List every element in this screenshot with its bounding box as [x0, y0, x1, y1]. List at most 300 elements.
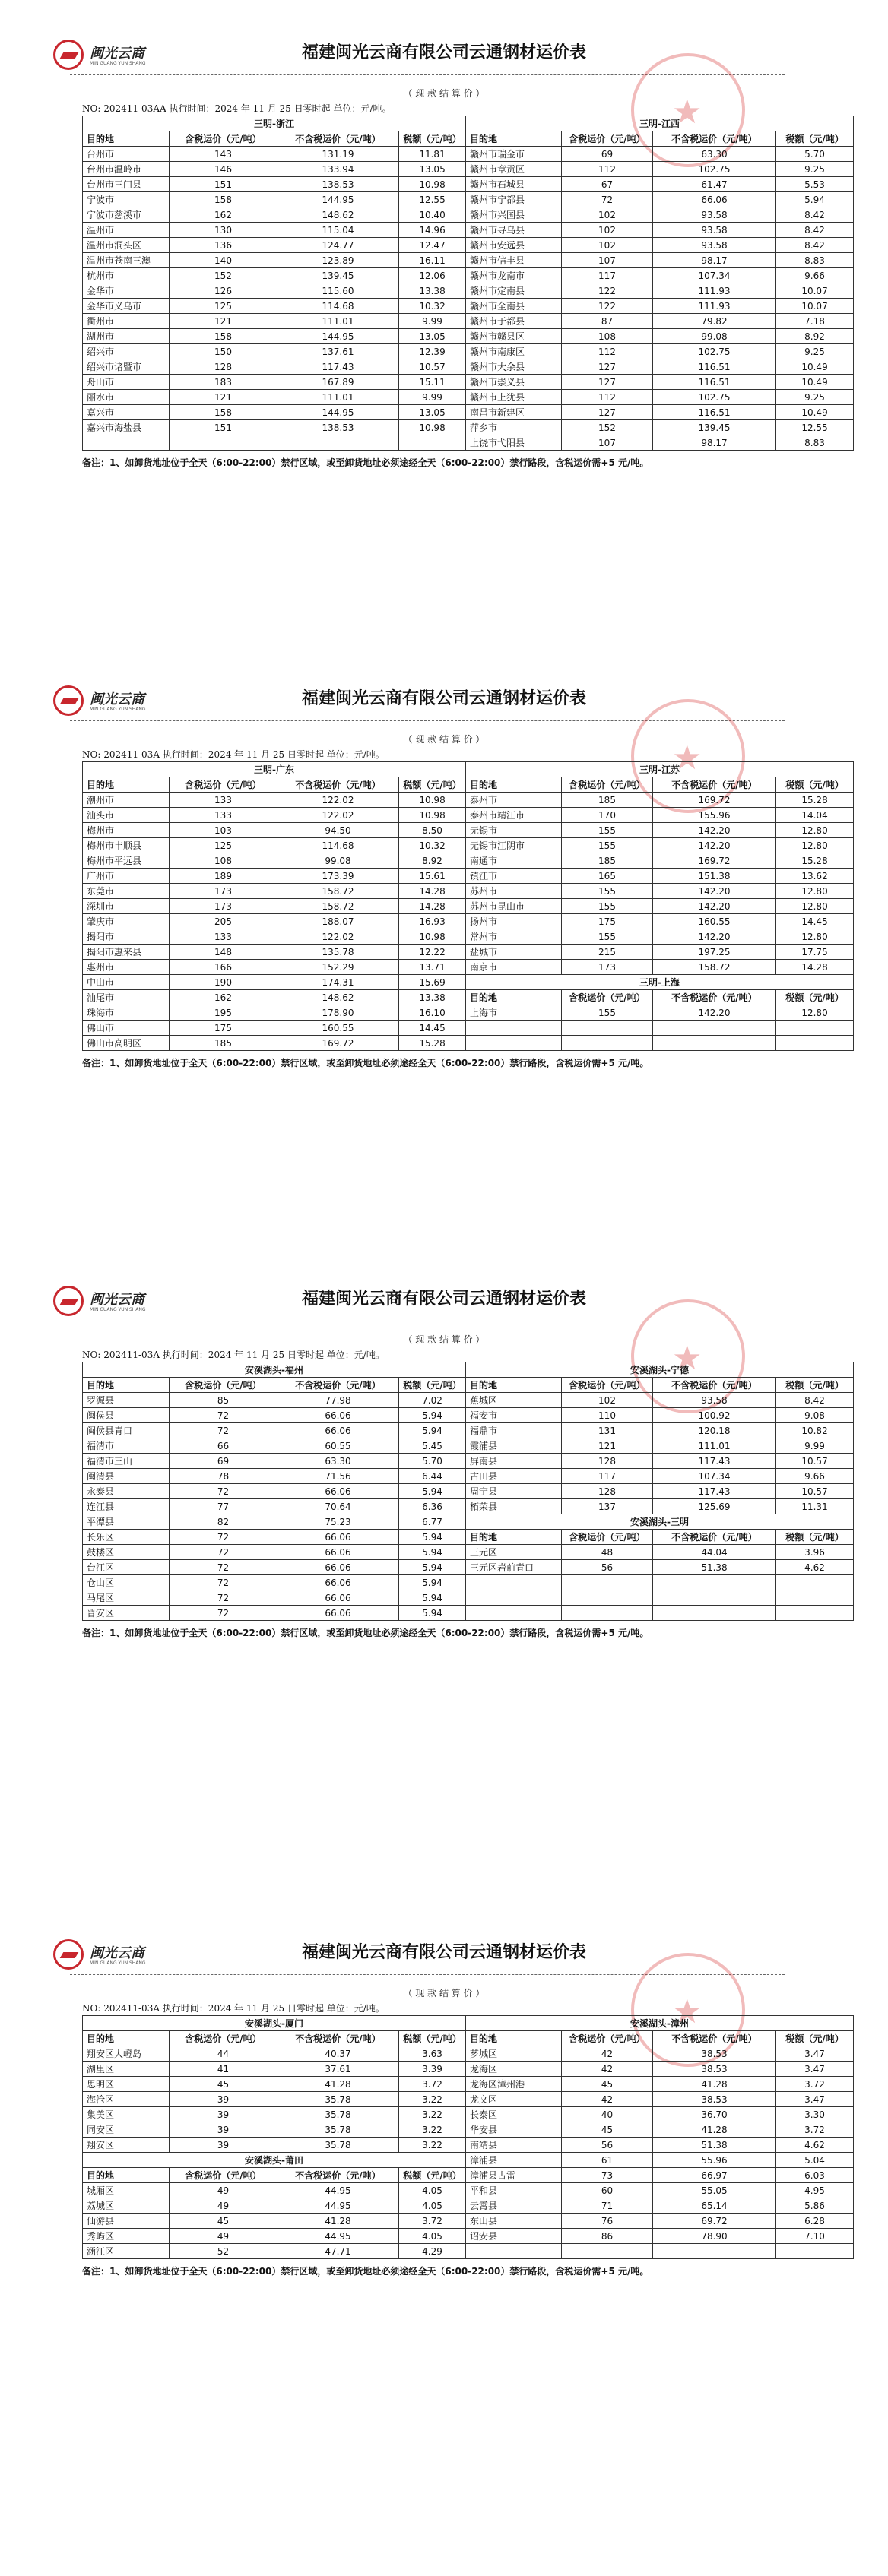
price-cell: 41	[170, 2062, 278, 2077]
destination-cell: 连江县	[83, 1499, 170, 1514]
price-cell: 185	[562, 853, 653, 869]
destination-cell: 漳浦县	[466, 2153, 562, 2168]
price-cell: 71	[562, 2198, 653, 2214]
price-cell: 152	[562, 420, 653, 435]
price-cell: 6.03	[776, 2168, 854, 2183]
destination-cell: 集美区	[83, 2107, 170, 2122]
destination-cell: 华安县	[466, 2122, 562, 2138]
destination-cell: 台江区	[83, 1560, 170, 1575]
region-title: 安溪湖头-漳州	[466, 2016, 854, 2031]
destination-cell: 漳浦县古雷	[466, 2168, 562, 2183]
price-cell: 114.68	[278, 838, 399, 853]
price-cell: 9.99	[776, 1438, 854, 1454]
table-row	[466, 2198, 854, 2214]
table-row	[83, 2198, 466, 2214]
price-cell: 133	[170, 808, 278, 823]
price-cell: 189	[170, 869, 278, 884]
price-sheet-page	[0, 1923, 888, 2477]
price-cell: 56	[562, 1560, 653, 1575]
price-cell: 112	[562, 162, 653, 177]
price-cell: 47.71	[278, 2244, 399, 2259]
empty-cell	[653, 1021, 776, 1036]
destination-cell: 赣州市崇义县	[466, 375, 562, 390]
price-cell: 8.50	[399, 823, 466, 838]
price-cell: 5.94	[776, 192, 854, 207]
settlement-subtitle: （ 现 款 结 算 价 ）	[403, 1334, 485, 1345]
price-cell: 10.57	[399, 359, 466, 375]
left-price-table	[82, 116, 466, 451]
price-cell: 56	[562, 2138, 653, 2153]
price-cell: 127	[562, 359, 653, 375]
price-cell: 152.29	[278, 960, 399, 975]
price-cell: 122	[562, 299, 653, 314]
price-cell: 137.61	[278, 344, 399, 359]
table-row	[466, 884, 854, 899]
price-cell: 169.72	[278, 1036, 399, 1051]
table-row	[466, 960, 854, 975]
price-cell: 111.01	[653, 1438, 776, 1454]
table-row	[83, 914, 466, 929]
price-cell: 6.28	[776, 2214, 854, 2229]
right-price-table	[465, 1362, 854, 1621]
price-cell: 127	[562, 375, 653, 390]
price-cell: 45	[170, 2214, 278, 2229]
destination-cell: 台州市三门县	[83, 177, 170, 192]
destination-cell: 翔安区	[83, 2138, 170, 2153]
document-title: 福建闽光云商有限公司云通钢材运价表	[301, 689, 586, 708]
destination-cell: 赣州市章贡区	[466, 162, 562, 177]
price-cell: 125.69	[653, 1499, 776, 1514]
destination-cell: 福清市	[83, 1438, 170, 1454]
price-cell: 10.40	[399, 207, 466, 223]
price-cell: 9.66	[776, 1469, 854, 1484]
table-row	[83, 268, 466, 283]
price-cell: 15.61	[399, 869, 466, 884]
price-cell: 122.02	[278, 929, 399, 945]
table-row	[83, 375, 466, 390]
empty-row	[466, 1575, 854, 1590]
price-cell: 173	[170, 884, 278, 899]
price-cell: 122.02	[278, 793, 399, 808]
table-row	[83, 1484, 466, 1499]
price-cell: 138.53	[278, 177, 399, 192]
price-cell: 151	[170, 420, 278, 435]
table-row	[466, 2153, 854, 2168]
price-cell: 3.30	[776, 2107, 854, 2122]
price-cell: 42	[562, 2046, 653, 2062]
price-cell: 13.05	[399, 162, 466, 177]
left-price-table	[82, 1362, 466, 1621]
price-cell: 14.45	[399, 1021, 466, 1036]
price-cell: 102	[562, 223, 653, 238]
price-cell: 3.96	[776, 1545, 854, 1560]
price-cell: 6.36	[399, 1499, 466, 1514]
price-cell: 155	[562, 838, 653, 853]
table-row	[83, 162, 466, 177]
column-header: 目的地	[466, 1530, 562, 1545]
region-title: 三明-江苏	[466, 762, 854, 777]
price-cell: 78.90	[653, 2229, 776, 2244]
table-row	[83, 1499, 466, 1514]
column-header: 不含税运价（元/吨）	[278, 2031, 399, 2046]
price-cell: 142.20	[653, 884, 776, 899]
table-row	[83, 1438, 466, 1454]
left-price-table	[82, 761, 466, 1051]
table-row	[83, 2138, 466, 2153]
table-row	[466, 2122, 854, 2138]
logo-text: 闽光云商	[90, 1292, 144, 1308]
price-cell: 133.94	[278, 162, 399, 177]
table-row	[83, 299, 466, 314]
price-cell: 99.08	[278, 853, 399, 869]
price-cell: 121	[170, 390, 278, 405]
price-cell: 173	[170, 899, 278, 914]
price-cell: 9.99	[399, 314, 466, 329]
destination-cell: 赣州市安远县	[466, 238, 562, 253]
table-row	[466, 177, 854, 192]
destination-cell: 闽侯县青口	[83, 1423, 170, 1438]
destination-cell: 长泰区	[466, 2107, 562, 2122]
price-cell: 8.83	[776, 435, 854, 451]
price-cell: 72	[170, 1560, 278, 1575]
table-row	[83, 1514, 466, 1530]
price-cell: 102.75	[653, 390, 776, 405]
price-cell: 170	[562, 808, 653, 823]
destination-cell: 古田县	[466, 1469, 562, 1484]
price-cell: 10.49	[776, 405, 854, 420]
table-row	[83, 314, 466, 329]
price-cell: 7.18	[776, 314, 854, 329]
column-header: 税额（元/吨）	[776, 131, 854, 147]
price-cell: 72	[170, 1408, 278, 1423]
price-cell: 127	[562, 405, 653, 420]
price-cell: 66.06	[278, 1606, 399, 1621]
empty-cell	[776, 2244, 854, 2259]
logo-subtext: MIN GUANG YUN SHANG	[90, 1307, 146, 1312]
empty-cell	[562, 2244, 653, 2259]
price-cell: 10.57	[776, 1484, 854, 1499]
region-header-row	[83, 2153, 466, 2168]
region-header-row	[466, 116, 854, 131]
table-row	[466, 2092, 854, 2107]
column-header: 不含税运价（元/吨）	[653, 1530, 776, 1545]
price-cell: 12.55	[776, 420, 854, 435]
price-cell: 65.14	[653, 2198, 776, 2214]
price-cell: 10.32	[399, 299, 466, 314]
destination-cell: 晋安区	[83, 1606, 170, 1621]
region-header-row	[83, 762, 466, 777]
empty-row	[466, 2244, 854, 2259]
table-row	[466, 207, 854, 223]
destination-cell: 绍兴市诸暨市	[83, 359, 170, 375]
empty-row	[466, 1021, 854, 1036]
table-row	[466, 314, 854, 329]
settlement-subtitle: （ 现 款 结 算 价 ）	[403, 1988, 485, 1998]
destination-cell: 金华市	[83, 283, 170, 299]
destination-cell: 金华市义乌市	[83, 299, 170, 314]
table-row	[466, 1545, 854, 1560]
price-cell: 102.75	[653, 344, 776, 359]
table-row	[83, 253, 466, 268]
price-cell: 13.38	[399, 283, 466, 299]
price-cell: 10.98	[399, 793, 466, 808]
destination-cell: 赣州市寻乌县	[466, 223, 562, 238]
region-title: 三明-浙江	[83, 116, 466, 131]
price-cell: 87	[562, 314, 653, 329]
document-number: NO: 202411-03A 执行时间：2024 年 11 月 25 日零时起 单位：元/吨。	[82, 749, 385, 760]
destination-cell: 闽侯县	[83, 1408, 170, 1423]
right-price-table	[465, 116, 854, 451]
price-cell: 165	[562, 869, 653, 884]
destination-cell: 镇江市	[466, 869, 562, 884]
price-cell: 174.31	[278, 975, 399, 990]
table-row	[83, 147, 466, 162]
table-row	[466, 1469, 854, 1484]
empty-cell	[653, 2244, 776, 2259]
table-row	[466, 1438, 854, 1454]
price-cell: 5.04	[776, 2153, 854, 2168]
table-row	[466, 390, 854, 405]
price-cell: 7.10	[776, 2229, 854, 2244]
price-cell: 102	[562, 207, 653, 223]
price-cell: 148.62	[278, 207, 399, 223]
destination-cell: 温州市苍南三澳	[83, 253, 170, 268]
destination-cell: 赣州市于都县	[466, 314, 562, 329]
table-row	[466, 405, 854, 420]
price-cell: 12.39	[399, 344, 466, 359]
destination-cell: 汕尾市	[83, 990, 170, 1005]
table-row	[83, 1408, 466, 1423]
destination-cell: 无锡市	[466, 823, 562, 838]
price-cell: 117	[562, 268, 653, 283]
table-row	[83, 1021, 466, 1036]
destination-cell: 南京市	[466, 960, 562, 975]
column-header: 含税运价（元/吨）	[170, 1378, 278, 1393]
destination-cell: 长乐区	[83, 1530, 170, 1545]
document-title: 福建闽光云商有限公司云通钢材运价表	[301, 1943, 586, 1962]
price-cell: 3.72	[776, 2122, 854, 2138]
logo-subtext: MIN GUANG YUN SHANG	[90, 707, 146, 712]
price-cell: 9.99	[399, 390, 466, 405]
price-cell: 166	[170, 960, 278, 975]
price-cell: 102	[562, 238, 653, 253]
price-cell: 116.51	[653, 375, 776, 390]
destination-cell: 柘荣县	[466, 1499, 562, 1514]
price-cell: 12.80	[776, 1005, 854, 1021]
price-cell: 3.47	[776, 2062, 854, 2077]
price-cell: 5.86	[776, 2198, 854, 2214]
price-cell: 9.25	[776, 162, 854, 177]
price-cell: 98.17	[653, 253, 776, 268]
destination-cell: 梅州市丰顺县	[83, 838, 170, 853]
left-price-table	[82, 2015, 466, 2259]
price-cell: 48	[562, 1545, 653, 1560]
price-cell: 36.70	[653, 2107, 776, 2122]
price-cell: 142.20	[653, 899, 776, 914]
destination-cell: 东山县	[466, 2214, 562, 2229]
price-cell: 66.06	[278, 1484, 399, 1499]
column-header: 目的地	[466, 990, 562, 1005]
table-row	[466, 162, 854, 177]
price-cell: 4.05	[399, 2229, 466, 2244]
price-cell: 8.92	[776, 329, 854, 344]
price-cell: 10.07	[776, 299, 854, 314]
price-cell: 16.93	[399, 914, 466, 929]
price-cell: 133	[170, 793, 278, 808]
empty-cell	[776, 1575, 854, 1590]
empty-row	[83, 435, 466, 451]
price-cell: 115.60	[278, 283, 399, 299]
price-cell: 15.28	[776, 793, 854, 808]
destination-cell: 湖里区	[83, 2062, 170, 2077]
table-row	[466, 2183, 854, 2198]
price-cell: 77	[170, 1499, 278, 1514]
table-row	[466, 420, 854, 435]
destination-cell: 广州市	[83, 869, 170, 884]
column-header: 税额（元/吨）	[776, 2031, 854, 2046]
price-cell: 10.32	[399, 838, 466, 853]
price-cell: 102	[562, 1393, 653, 1408]
table-row	[83, 869, 466, 884]
column-header: 税额（元/吨）	[399, 2031, 466, 2046]
destination-cell: 宁波市	[83, 192, 170, 207]
column-header-row	[83, 131, 466, 147]
destination-cell: 佛山市	[83, 1021, 170, 1036]
empty-row	[466, 1606, 854, 1621]
destination-cell: 龙海区	[466, 2062, 562, 2077]
destination-cell: 周宁县	[466, 1484, 562, 1499]
price-cell: 4.05	[399, 2198, 466, 2214]
price-cell: 79.82	[653, 314, 776, 329]
price-cell: 100.92	[653, 1408, 776, 1423]
destination-cell: 福鼎市	[466, 1423, 562, 1438]
price-cell: 185	[562, 793, 653, 808]
price-cell: 12.22	[399, 945, 466, 960]
price-cell: 167.89	[278, 375, 399, 390]
price-cell: 35.78	[278, 2092, 399, 2107]
destination-cell: 赣州市石城县	[466, 177, 562, 192]
table-row	[83, 2062, 466, 2077]
destination-cell: 屏南县	[466, 1454, 562, 1469]
price-cell: 117.43	[653, 1484, 776, 1499]
destination-cell: 诏安县	[466, 2229, 562, 2244]
column-header: 含税运价（元/吨）	[562, 1378, 653, 1393]
destination-cell: 秀屿区	[83, 2229, 170, 2244]
price-cell: 158	[170, 192, 278, 207]
price-cell: 44.04	[653, 1545, 776, 1560]
price-cell: 72	[170, 1423, 278, 1438]
price-cell: 125	[170, 838, 278, 853]
column-header: 不含税运价（元/吨）	[278, 1378, 399, 1393]
price-cell: 173.39	[278, 869, 399, 884]
destination-cell: 汕头市	[83, 808, 170, 823]
table-row	[83, 207, 466, 223]
region-title: 三明-江西	[466, 116, 854, 131]
destination-cell: 鼓楼区	[83, 1545, 170, 1560]
price-cell: 162	[170, 990, 278, 1005]
right-price-table	[465, 761, 854, 1051]
price-cell: 112	[562, 390, 653, 405]
price-cell: 8.42	[776, 238, 854, 253]
table-row	[466, 253, 854, 268]
price-cell: 197.25	[653, 945, 776, 960]
price-cell: 98.17	[653, 435, 776, 451]
price-cell: 42	[562, 2062, 653, 2077]
price-cell: 107	[562, 253, 653, 268]
table-row	[466, 2107, 854, 2122]
destination-cell: 萍乡市	[466, 420, 562, 435]
table-row	[466, 2077, 854, 2092]
price-cell: 14.28	[399, 899, 466, 914]
destination-cell: 赣州市赣县区	[466, 329, 562, 344]
price-cell: 116.51	[653, 359, 776, 375]
destination-cell: 蕉城区	[466, 1393, 562, 1408]
table-row	[83, 238, 466, 253]
price-cell: 142.20	[653, 823, 776, 838]
destination-cell: 梅州市平远县	[83, 853, 170, 869]
price-cell: 73	[562, 2168, 653, 2183]
destination-cell: 三元区岩前青口	[466, 1560, 562, 1575]
destination-cell: 赣州市瑞金市	[466, 147, 562, 162]
price-cell: 13.38	[399, 990, 466, 1005]
empty-row	[466, 1036, 854, 1051]
table-row	[83, 1469, 466, 1484]
destination-cell: 南靖县	[466, 2138, 562, 2153]
table-row	[83, 990, 466, 1005]
destination-cell: 赣州市全南县	[466, 299, 562, 314]
column-header: 含税运价（元/吨）	[562, 2031, 653, 2046]
price-cell: 12.06	[399, 268, 466, 283]
price-cell: 111.93	[653, 283, 776, 299]
price-cell: 35.78	[278, 2138, 399, 2153]
empty-row	[466, 1590, 854, 1606]
table-row	[83, 1575, 466, 1590]
price-cell: 124.77	[278, 238, 399, 253]
destination-cell: 平潭县	[83, 1514, 170, 1530]
destination-cell: 湖州市	[83, 329, 170, 344]
destination-cell: 思明区	[83, 2077, 170, 2092]
price-cell: 49	[170, 2183, 278, 2198]
price-cell: 13.05	[399, 329, 466, 344]
destination-cell: 泰州市	[466, 793, 562, 808]
price-cell: 39	[170, 2092, 278, 2107]
price-cell: 78	[170, 1469, 278, 1484]
price-cell: 111.01	[278, 314, 399, 329]
price-cell: 151.38	[653, 869, 776, 884]
price-cell: 66.06	[278, 1423, 399, 1438]
destination-cell: 龙海区漳州港	[466, 2077, 562, 2092]
price-cell: 148	[170, 945, 278, 960]
price-sheet-page	[0, 1269, 888, 1824]
document-number: NO: 202411-03A 执行时间：2024 年 11 月 25 日零时起 单位：元/吨。	[82, 1350, 385, 1360]
price-cell: 10.98	[399, 177, 466, 192]
price-cell: 72	[170, 1606, 278, 1621]
price-cell: 66.06	[278, 1408, 399, 1423]
price-cell: 16.11	[399, 253, 466, 268]
price-cell: 14.28	[776, 960, 854, 975]
price-cell: 39	[170, 2138, 278, 2153]
column-header-row	[466, 1378, 854, 1393]
price-cell: 71.56	[278, 1469, 399, 1484]
column-header-row	[466, 990, 854, 1005]
price-cell: 131	[562, 1423, 653, 1438]
empty-cell	[776, 1590, 854, 1606]
destination-cell: 赣州市龙南市	[466, 268, 562, 283]
destination-cell: 闽清县	[83, 1469, 170, 1484]
price-cell: 69	[562, 147, 653, 162]
destination-cell: 赣州市定南县	[466, 283, 562, 299]
price-cell: 128	[170, 359, 278, 375]
